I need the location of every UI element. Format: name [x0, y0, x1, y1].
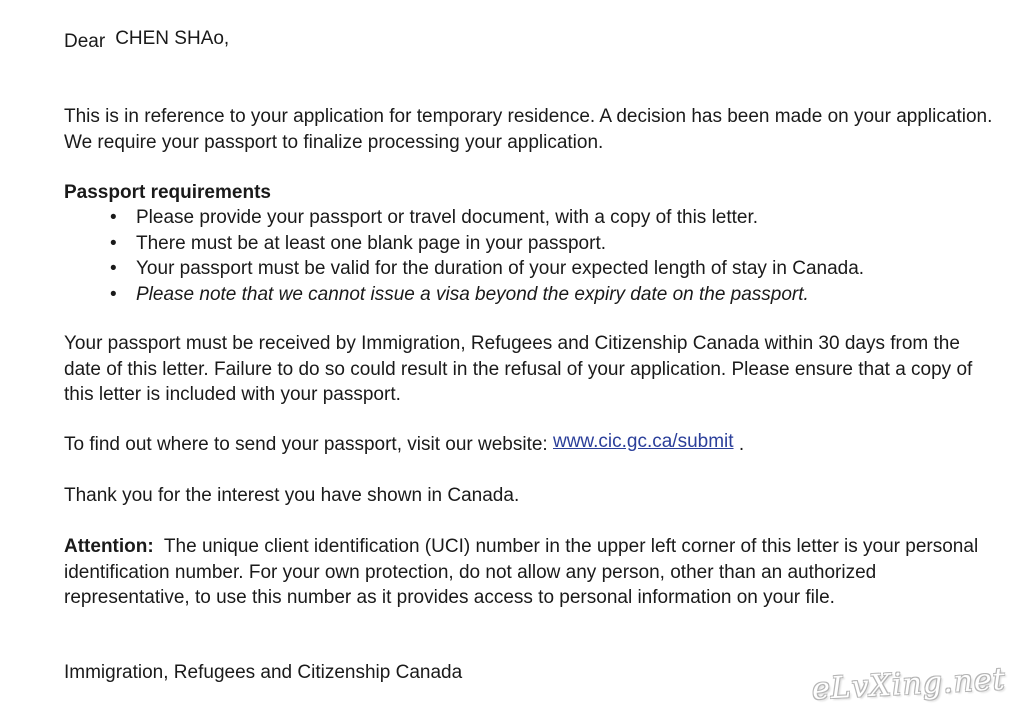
recipient-name: CHEN SHAo, — [115, 28, 230, 49]
thanks-paragraph: Thank you for the interest you have shown in Canada. — [64, 485, 520, 506]
website-prefix: To find out where to send your passport, visit our website: — [64, 434, 548, 455]
signoff: Immigration, Refugees and Citizenship Canada — [64, 662, 463, 683]
website-suffix: . — [738, 434, 745, 455]
bullet-icon: • — [110, 283, 117, 305]
list-item — [110, 205, 1010, 231]
intro-paragraph: This is in reference to your application for temporary residence. A decision has been made on your application. We require your passport to finalize processing your application. — [64, 106, 993, 153]
list-item-text: Please note that we cannot issue a visa beyond the expiry date on the passport. — [136, 283, 809, 305]
receipt-notice-paragraph: Your passport must be received by Immigration, Refugees and Citizenship Canada within 30 days from the date of this letter. Failure to do so could result in the refusal of your application. Please ensure that a copy of this letter is included with your passport. — [64, 333, 973, 405]
attention-text: The unique client identification (UCI) number in the upper left corner of this letter is your personal identification number. For your own protection, do not allow any person, other than an authorized representative, to use this number as it provides access to personal information on your file. — [64, 536, 979, 608]
passport-requirements-heading: Passport requirements — [64, 182, 271, 203]
list-item — [110, 231, 1010, 257]
list-item-text: There must be at least one blank page in your passport. — [136, 232, 606, 254]
list-item-text: Please provide your passport or travel document, with a copy of this letter. — [136, 207, 759, 228]
bullet-icon: • — [110, 207, 117, 228]
bullet-icon: • — [110, 258, 117, 279]
list-item — [110, 282, 1010, 308]
list-item-text: Your passport must be valid for the duration of your expected length of stay in Canada. — [136, 258, 865, 279]
list-item — [110, 256, 1010, 282]
salutation — [64, 29, 229, 55]
watermark: eLvXing.net — [811, 661, 1007, 707]
attention-label: Attention: — [64, 536, 154, 557]
website-paragraph — [64, 432, 994, 458]
salutation-greeting: Dear — [64, 31, 106, 52]
bullet-icon: • — [110, 232, 117, 254]
passport-requirements-list — [110, 205, 1010, 307]
attention-paragraph — [64, 534, 994, 611]
submit-website-link[interactable]: www.cic.gc.ca/submit — [552, 431, 734, 452]
